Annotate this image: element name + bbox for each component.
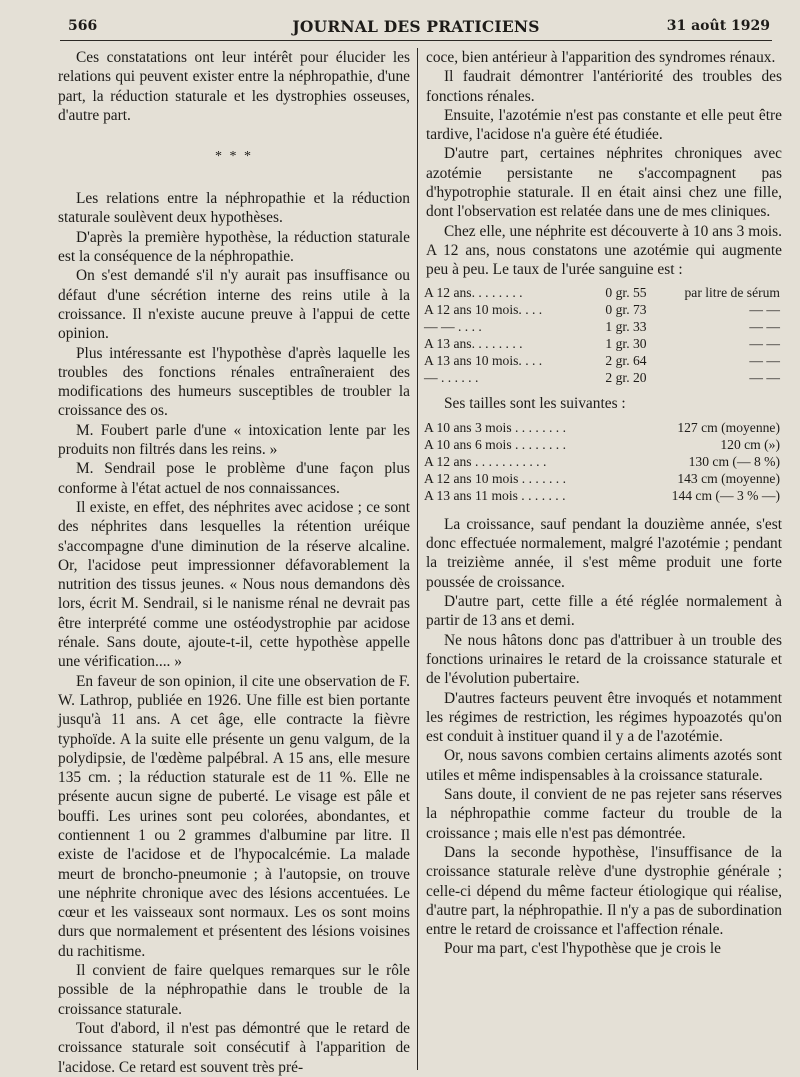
table-cell: A 10 ans 3 mois . . . . . . . . [424, 419, 566, 435]
tailles-table [424, 419, 780, 504]
paragraph: Dans la seconde hypothèse, l'insuffisance de la croissance staturale relève d'une dystrophie générale ; celle-ci dépend du même facteur étiologique qui réalise, d'autre part, la néphropathie. Il n'y a pas de subordination entre le retard de croissance et l'affection rénale. [426, 843, 782, 939]
table-cell: 0 gr. 55 [605, 284, 647, 300]
paragraph: Sans doute, il convient de ne pas rejeter sans réserves la néphropathie comme facteur du trouble de la croissance ; mais elle n'est pas démontrée. [426, 786, 782, 842]
table-cell: A 10 ans 6 mois . . . . . . . . [424, 436, 566, 452]
table-row [424, 318, 780, 335]
table-cell: 2 gr. 64 [605, 352, 647, 368]
paragraph: On s'est demandé s'il n'y aurait pas insuffisance ou défaut d'une sécrétion interne des reins utile à la croissance. Il n'existe aucune preuve à l'appui de cette opinion. [58, 267, 410, 343]
paragraph: Ces constatations ont leur intérêt pour élucider les relations qui peuvent exister entre la néphropathie, d'une part, la réduction staturale et les dystrophies osseuses, d'autre part. [58, 49, 410, 124]
paragraph: D'autres facteurs peuvent être invoqués et notamment les régimes de restriction, les régimes hypoazotés qu'on est conduit à instituer quand il y a de l'azotémie. [426, 689, 782, 746]
table-cell: A 12 ans. . . . . . . . [424, 284, 523, 300]
table-row [424, 369, 780, 386]
right-column [426, 48, 782, 1070]
paragraph: La croissance, sauf pendant la douzième année, s'est donc effectuée normalement, malgré l'azotémie ; pendant la treizième année, il s'est même produit une forte poussée de croissance. [426, 515, 782, 591]
paragraph: En faveur de son opinion, il cite une observation de F. W. Lathrop, publiée en 1926. Une fille est bien portante jusqu'à 11 ans. A cet âge, elle contracte la fièvre typhoïde. A la suite elle présente un genu valgum, de la polydipsie, de l'œdème palpébral. A 15 ans, elle mesure 135 cm. ; la réduction staturale est de 11 %. Elle ne présente aucun signe de puberté. Le visage est pâle et bouffi. Les urines sont peu colorées, abondantes, et contiennent 1 ou 2 grammes d'albumine par litre. Il existe de l'acidose et de l'hypocalcémie. La malade meurt de broncho-pneumonie ; à l'autopsie, on trouve une néphrite chronique avec des lésions accentuées. Le cœur et les vaisseaux sont normaux. Les os sont moins durs que normalement et présentent des lésions voisines du rachitisme. [58, 672, 410, 960]
paragraph: M. Foubert parle d'une « intoxication lente par les produits non filtrés dans les reins. » [58, 421, 410, 459]
table-cell: — — [749, 301, 780, 317]
table-cell: A 12 ans . . . . . . . . . . . [424, 453, 547, 469]
section-heading: Les relations entre la néphropathie et la réduction staturale soulèvent deux hypothèses. [58, 190, 410, 227]
table-cell: — . . . . . . [424, 369, 479, 385]
paragraph: Ne nous hâtons donc pas d'attribuer à un trouble des fonctions urinaires le retard de la croissance staturale et de l'évolution pubertaire. [426, 631, 782, 688]
table-cell: 2 gr. 20 [605, 369, 647, 385]
uree-table [424, 284, 780, 386]
paragraph: D'autre part, cette fille a été réglée normalement à partir de 13 ans et demi. [426, 593, 782, 630]
table-cell: 0 gr. 73 [605, 301, 647, 317]
issue-date: 31 août 1929 [666, 18, 770, 34]
paragraph: Ensuite, l'azotémie n'est pas constante et elle peut être tardive, l'acidose n'a guère été étudiée. [426, 106, 782, 144]
table-cell: A 13 ans. . . . . . . . [424, 335, 523, 351]
table-cell: 143 cm (moyenne) [677, 470, 780, 486]
column-divider [417, 48, 418, 1070]
table-cell: 127 cm (moyenne) [677, 419, 780, 435]
table-row [424, 470, 780, 487]
journal-title: JOURNAL DES PRATICIENS [292, 17, 540, 36]
paragraph: Il faudrait démontrer l'antériorité des troubles des fonctions rénales. [426, 68, 782, 105]
paragraph: Il existe, en effet, des néphrites avec acidose ; ce sont des néphrites dans lesquelles la rétention uréique s'accompagne d'une diminution de la réserve alcaline. Or, l'acidose peut impressionner défavorablement la nutrition des tissus jeunes. « Nous nous demandons dès lors, écrit M. Sendrail, si le nanisme rénal ne devrait pas être interprété comme une ostéodystrophie par acidose rénale. Sans doute, ajoute-t-il, cette hypothèse appelle une vérification.... » [58, 498, 410, 671]
table-row [424, 419, 780, 436]
paragraph: Il convient de faire quelques remarques sur le rôle possible de la néphropathie dans le trouble de la croissance staturale. [58, 962, 410, 1018]
section-stars: * * * [215, 149, 253, 165]
paragraph: Or, nous savons combien certains aliments azotés sont utiles et même indispensables à la croissance staturale. [426, 747, 782, 784]
table-row [424, 284, 780, 301]
table-cell: 1 gr. 30 [605, 335, 647, 351]
tailles-label: Ses tailles sont les suivantes : [444, 394, 626, 412]
table-row [424, 352, 780, 369]
table-cell: A 12 ans 10 mois . . . . . . . [424, 470, 566, 486]
table-cell: — — . . . . [424, 318, 482, 334]
table-row [424, 453, 780, 470]
table-cell: A 13 ans 10 mois. . . . [424, 352, 543, 368]
table-cell: par litre de sérum [684, 284, 780, 300]
left-column [58, 48, 410, 1076]
table-row [424, 301, 780, 318]
paragraph: D'autre part, certaines néphrites chroniques avec azotémie persistante ne s'accompagnent pas d'hypotrophie staturale. Il en était ainsi chez une fille, dont l'observation est relatée dans une de mes cliniques. [426, 145, 782, 221]
paragraph: Pour ma part, c'est l'hypothèse que je crois le [444, 940, 721, 958]
table-cell: — — [749, 352, 780, 368]
table-row [424, 436, 780, 453]
paragraph: coce, bien antérieur à l'apparition des syndromes rénaux. [426, 49, 776, 66]
paragraph: Chez elle, une néphrite est découverte à 10 ans 3 mois. A 12 ans, nous constatons une azotémie qui augmente peu à peu. Le taux de l'urée sanguine est : [426, 222, 782, 279]
table-cell: — — [749, 335, 780, 351]
table-row [424, 487, 780, 504]
page-number: 566 [68, 18, 98, 34]
table-cell: — — [749, 318, 780, 334]
paragraph: D'après la première hypothèse, la réduction staturale est la conséquence de la néphropathie. [58, 228, 410, 266]
table-cell: 1 gr. 33 [605, 318, 647, 334]
table-cell: A 12 ans 10 mois. . . . [424, 301, 543, 317]
table-cell: 120 cm (») [720, 436, 780, 452]
paragraph: Tout d'abord, il n'est pas démontré que le retard de croissance staturale soit consécutif à l'apparition de l'acidose. Ce retard est souvent très pré- [58, 1019, 410, 1076]
table-cell: A 13 ans 11 mois . . . . . . . [424, 487, 566, 503]
table-row [424, 335, 780, 352]
table-cell: 130 cm (— 8 %) [688, 453, 780, 469]
paragraph: M. Sendrail pose le problème d'une façon plus conforme à l'état actuel de nos connaissances. [58, 460, 410, 497]
page-header [60, 14, 772, 41]
paragraph: Plus intéressante est l'hypothèse d'après laquelle les troubles des fonctions rénales entraîneraient des modifications des humeurs susceptibles de troubler la croissance des os. [58, 344, 410, 420]
table-cell: 144 cm (— 3 % —) [671, 487, 780, 503]
table-cell: — — [749, 369, 780, 385]
